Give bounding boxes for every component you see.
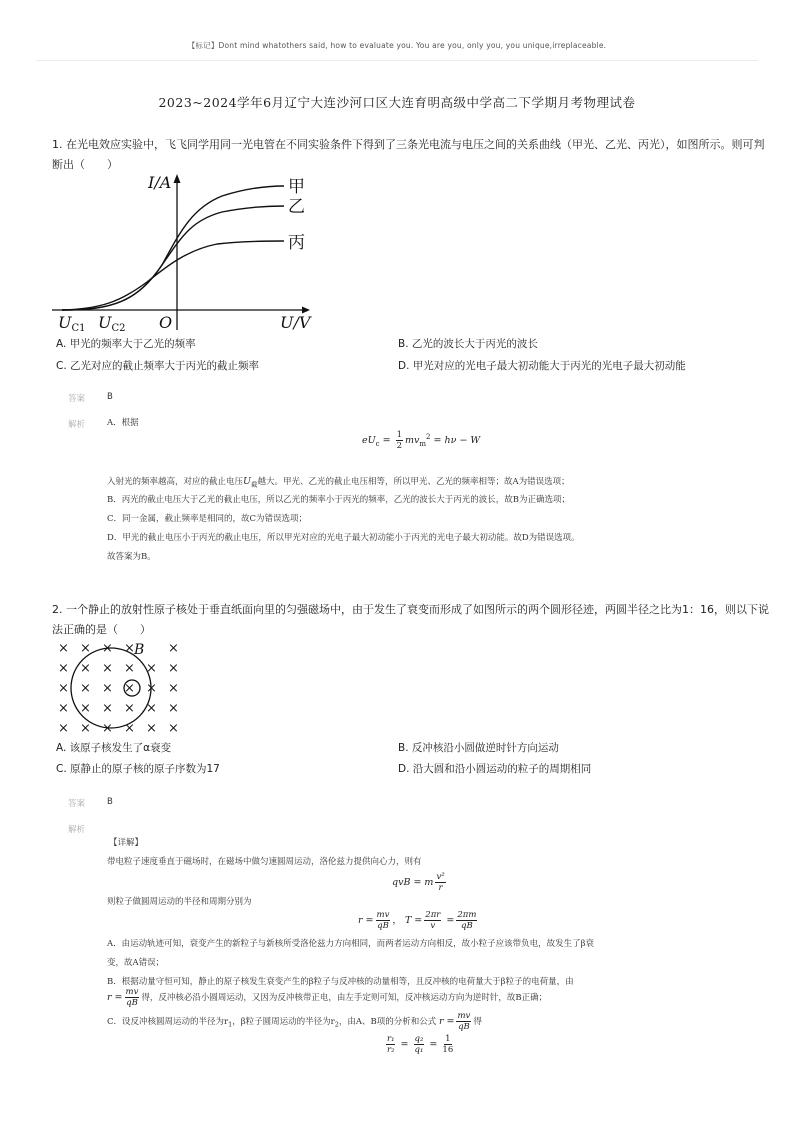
field-cross-icon: × [80,661,91,676]
header-motto: 【标记】Dont mind whatothers said, how to evaluate you. You are you, only you, you unique,irreplaceable. [187,41,607,50]
q2-line-a2: 变，故A错误； [107,958,165,968]
q1-option-a[interactable]: A. 甲光的频率大于乙光的频率 [56,338,196,350]
q1-analysis-label: 解析 [68,420,86,430]
field-cross-icon: × [102,721,113,736]
field-cross-icon: × [146,681,157,696]
q1-analysis-line-a: 入射光的频率越高，对应的截止电压$U_截$越大。甲光、乙光的截止电压相等，所以甲光、乙光的频率相等；故A为错误选项； [107,476,570,489]
q2-cross-grid [58,641,179,736]
field-cross-icon: × [168,701,179,716]
q2-analysis-label: 解析 [68,825,86,835]
q2-line-b2: r = $\frac{mv}{qB}$ 得，反冲核必沿小圆周运动，又因为反冲核带正电，由左手定则可知，反冲核运动方向为逆时针，故B正确； [107,987,548,1008]
q2-detail-heading: 【详解】 [109,838,144,848]
field-cross-icon: × [58,701,69,716]
field-cross-icon: × [58,681,69,696]
q1-iv-graph [52,170,320,332]
field-cross-icon: × [80,721,91,736]
field-cross-icon: × [124,641,135,656]
field-cross-icon: × [102,641,113,656]
q2-line-a: A．由运动轨迹可知，衰变产生的新粒子与新核所受洛伦兹力方向相同，而两者运动方向相反，故小粒子应该带负电，故发生了β衰 [107,939,595,949]
q1-curve-label-yi: 乙 [288,197,305,217]
q2-line-b: B．根据动量守恒可知，静止的原子核发生衰变产生的β粒子与反冲核的动量相等，且反冲核的电荷量大于β粒子的电荷量，由 [107,977,574,987]
q1-curve-bing [62,241,284,310]
field-cross-icon: × [80,641,91,656]
field-cross-icon: × [102,661,113,676]
field-cross-icon: × [124,701,135,716]
q1-curve-jia [62,186,284,310]
q2-answer-value: B [107,797,113,807]
q1-stem-line1: 1. 在光电效应实验中，飞飞同学用同一光电管在不同实验条件下得到了三条光电流与电压之间的关系曲线（甲光、乙光、丙光），如图所示。则可判 [52,138,765,151]
field-cross-icon: × [124,661,135,676]
q2-line-c: C．设反冲核圆周运动的半径为$r_1$，β粒子圆周运动的半径为$r_2$，由A、B项的分析和公式 r = $\frac{mv}{qB}$ 得 [107,1011,482,1032]
q1-analysis-line-b: B．丙光的截止电压大于乙光的截止电压，所以乙光的频率小于丙光的频率，乙光的波长大于丙光的波长，故B为正确选项； [107,495,570,505]
q1-analysis-line-e: 故答案为B。 [107,552,156,562]
q2-formula-1: qvB = m $\frac{\text{v²}}{r}$ [392,872,445,893]
q1-curve-label-bing: 丙 [288,233,305,253]
q1-answer-value: B [107,392,113,402]
field-cross-icon: × [146,721,157,736]
q1-origin-label: O [159,313,173,332]
q1-analysis-intro: A．根据 [107,418,139,428]
q2-line1: 带电粒子速度垂直于磁场时，在磁场中做匀速圆周运动，洛伦兹力提供向心力，则有 [107,857,422,867]
q2-formula-3: $\frac{\text{r₁}}{\text{r₂}}$ = $\frac{\text{q₂}}{\text{q₁}}$ = $\frac{1}{16}$ [387,1034,454,1055]
q2-answer-label: 答案 [68,799,86,809]
q1-answer-label: 答案 [68,394,86,404]
q1-curve-yi [62,206,284,310]
svg-text:UC1: UC1 [58,313,86,334]
q2-option-b[interactable]: B. 反冲核沿小圆做逆时针方向运动 [398,742,559,754]
q1-option-b[interactable]: B. 乙光的波长大于丙光的波长 [398,338,538,350]
q1-x-axis-label: U/V [280,313,311,332]
q1-y-arrow [174,174,181,183]
q1-stem-line2: 断出（ ） [52,158,118,171]
field-cross-icon: × [168,681,179,696]
field-cross-icon: × [102,681,113,696]
q1-analysis-line-d: D．甲光的截止电压小于丙光的截止电压，所以甲光对应的光电子最大初动能小于丙光的光电子最大初动能。故D为错误选项。 [107,533,580,543]
q2-stem-line1: 2. 一个静止的放射性原子核处于垂直纸面向里的匀强磁场中，由于发生了衰变而形成了如图所示的两个圆形径迹，两圆半径之比为1：16，则以下说 [52,603,769,616]
field-cross-icon: × [102,701,113,716]
field-cross-icon: × [80,681,91,696]
q1-uc2-label: U [98,313,112,332]
header-divider [36,60,758,61]
q1-uc1-label: U [58,313,72,332]
q2-formula-2: r = $\frac{mv}{qB}$ ， T = $\frac{2\pi r}{v}$ = $\frac{2\pi m}{qB}$ [358,910,477,931]
q1-y-axis-label: I/A [148,173,172,192]
field-cross-icon: × [58,641,69,656]
svg-text:UC2: UC2 [98,313,126,334]
field-cross-icon: × [58,721,69,736]
q1-option-c[interactable]: C. 乙光对应的截止频率大于丙光的截止频率 [56,360,260,372]
field-cross-icon: × [124,681,135,696]
field-cross-icon: × [168,661,179,676]
field-cross-icon: × [80,701,91,716]
q1-analysis-line-c: C．同一金属，截止频率是相同的，故C为错误选项； [107,514,308,524]
q1-formula: $eU_c$ = $\frac{1}{2}$ $mv_m^2 = h\nu - W$ [362,430,481,451]
field-cross-icon: × [146,661,157,676]
q2-line2: 则粒子做圆周运动的半径和周期分别为 [107,897,252,907]
page-title: 2023~2024学年6月辽宁大连沙河口区大连育明高级中学高二下学期月考物理试卷 [158,95,636,110]
q2-field-figure [52,640,179,738]
field-cross-icon: × [168,721,179,736]
field-cross-icon: × [124,721,135,736]
field-cross-icon: × [58,661,69,676]
q2-option-c[interactable]: C. 原静止的原子核的原子序数为17 [56,763,220,775]
q2-option-a[interactable]: A. 该原子核发生了α衰变 [56,742,172,754]
q1-option-d[interactable]: D. 甲光对应的光电子最大初动能大于丙光的光电子最大初动能 [398,360,686,372]
q2-stem-line2: 法正确的是（ ） [52,623,151,636]
q2-field-label: B [134,642,145,658]
field-cross-icon: × [146,701,157,716]
q1-curve-label-jia: 甲 [288,177,305,197]
field-cross-icon: × [168,641,179,656]
q2-option-d[interactable]: D. 沿大圆和沿小圆运动的粒子的周期相同 [398,763,592,775]
